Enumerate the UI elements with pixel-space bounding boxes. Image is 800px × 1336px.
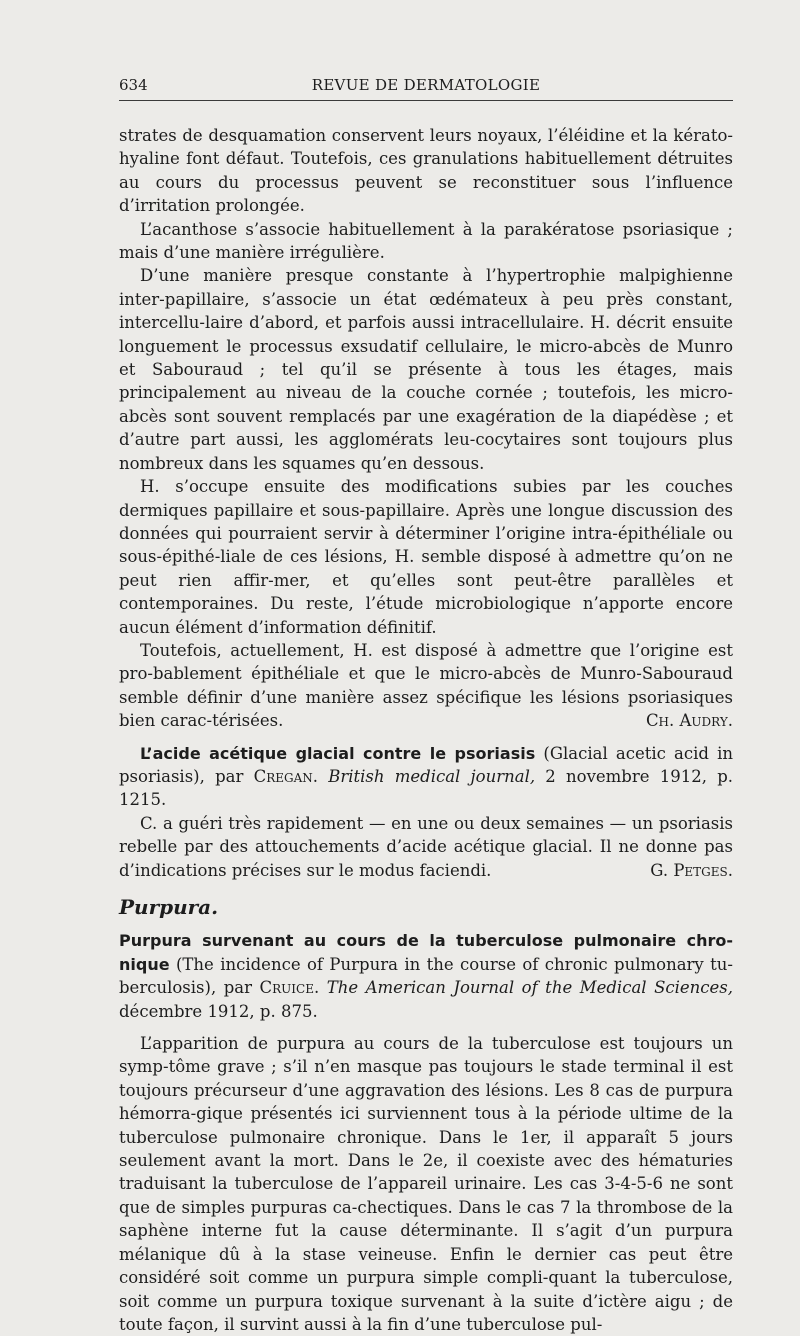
signature-petges: G. Petges. (650, 860, 733, 880)
paragraph-acanthose: L’acanthose s’associe habituellement à la parakératose psoriasique ; mais d’une manière irrégulière. (119, 219, 733, 263)
article-body-text: C. a guéri très rapidement — en une ou deux semaines — un psoriasis rebelle par des attouchements d’acide acétique glacial. Il ne donne pas d’indications précises sur le modus faciendi. (119, 813, 733, 880)
article-journal: British medical journal, (328, 766, 536, 786)
article-ref: (The incidence of Purpura in the course of chronic pulmonary tu-berculosis), par (119, 954, 733, 998)
article-title: Purpura survenant au cours de la tuberculose pulmonaire chro-nique (119, 931, 733, 974)
article-body-purpura: L’apparition de purpura au cours de la tuberculose est toujours un symp-tôme grave ; s’il n’en masque pas toujours le stade terminal il est toujours précurseur d’une aggravation des lésions. Les 8 cas de purpura hémorra-gique présentés ici surviennent tous à la période ultime de la tuberculose pulmonaire chronique. Dans le 1er, il apparaît 5 jours seulement avant la mort. Dans le 2e, il coexiste avec des hématuries traduisant la tuberculose de l’appareil urinaire. Les cas 3-4-5-6 ne sont que de simples purpuras ca-chectiques. Dans le cas 7 la thrombose de la saphène interne fut la cause déterminante. Il s’agit d’un purpura mélanique dû à la stase veineuse. Enfin le dernier cas peut être considéré soit comme un purpura simple compli-quant la tuberculose, soit comme un purpura toxique survenant à la suite d’ictère aigu ; de toute façon, il survint aussi à la fin d’une tuberculose pul- (119, 1034, 733, 1334)
running-title: REVUE DE DERMATOLOGIE (311, 76, 541, 94)
article-date: décembre 1912, p. 875. (119, 1001, 318, 1021)
paragraph-continued: strates de desquamation conservent leurs noyaux, l’éléidine et la kérato-hyaline font défaut. Toutefois, ces granulations habituellement détruites au cours du processus peuvent se reconstituer sous l’influence d’irritation prolongée. (119, 126, 733, 216)
paragraph-dermiques: H. s’occupe ensuite des modifications subies par les couches dermiques papillaire et sous-papillaire. Après une longue discussion des données qui pourraient servir à déterminer l’origine intra-épithéliale ou sous-épithé-liale de ces lésions, H. semble disposé à admettre qu’on ne peut rien affir-mer, et qu’elles sont peut-être parallèles et contemporaines. Du reste, l’étude microbiologique n’apporte encore aucun élément d’information définitif. (119, 477, 733, 637)
signature-audry: Ch. Audry. (645, 711, 733, 731)
article-author: Cruice. (259, 978, 320, 998)
running-header (119, 76, 733, 101)
paragraph-conclusion (119, 639, 733, 733)
article-body-acide (119, 812, 733, 882)
article-title: L’acide acétique glacial contre le psoriasis (140, 743, 536, 763)
paragraph-conclusion-text: Toutefois, actuellement, H. est disposé à admettre que l’origine est pro-bablement épithéliale et que le micro-abcès de Munro-Sabouraud semble définir d’une manière assez spécifique les lésions psoriasiques bien carac-térisées. (119, 640, 733, 731)
section-heading-purpura: Purpura. (119, 895, 219, 919)
article-date: 2 novembre 1912, p. 1215. (119, 766, 733, 810)
page-number: 634 (119, 76, 148, 94)
page-body (119, 124, 733, 1336)
article-ref: (Glacial acetic acid in psoriasis), par (119, 743, 733, 786)
article-heading-acide (119, 742, 733, 812)
article-journal: The American Journal of the Medical Sciences, (326, 978, 734, 998)
article-author: Cregan. (253, 766, 318, 786)
article-heading-purpura (119, 929, 733, 1023)
paragraph-hypertrophie: D’une manière presque constante à l’hypertrophie malpighienne inter-papillaire, s’associe un état œdémateux à peu près constant, intercellu-laire d’abord, et parfois aussi intracellulaire. H. décrit ensuite longuement le processus exsudatif cellulaire, le micro-abcès de Munro et Sabouraud ; tel qu’il se présente à tous les étages, mais principalement au niveau de la couche cornée ; toutefois, les micro-abcès sont souvent remplacés par une exagération de la diapédèse ; et d’autre part aussi, les agglomérats leu-cocytaires sont toujours plus nombreux dans les squames qu’en dessous. (119, 266, 733, 473)
